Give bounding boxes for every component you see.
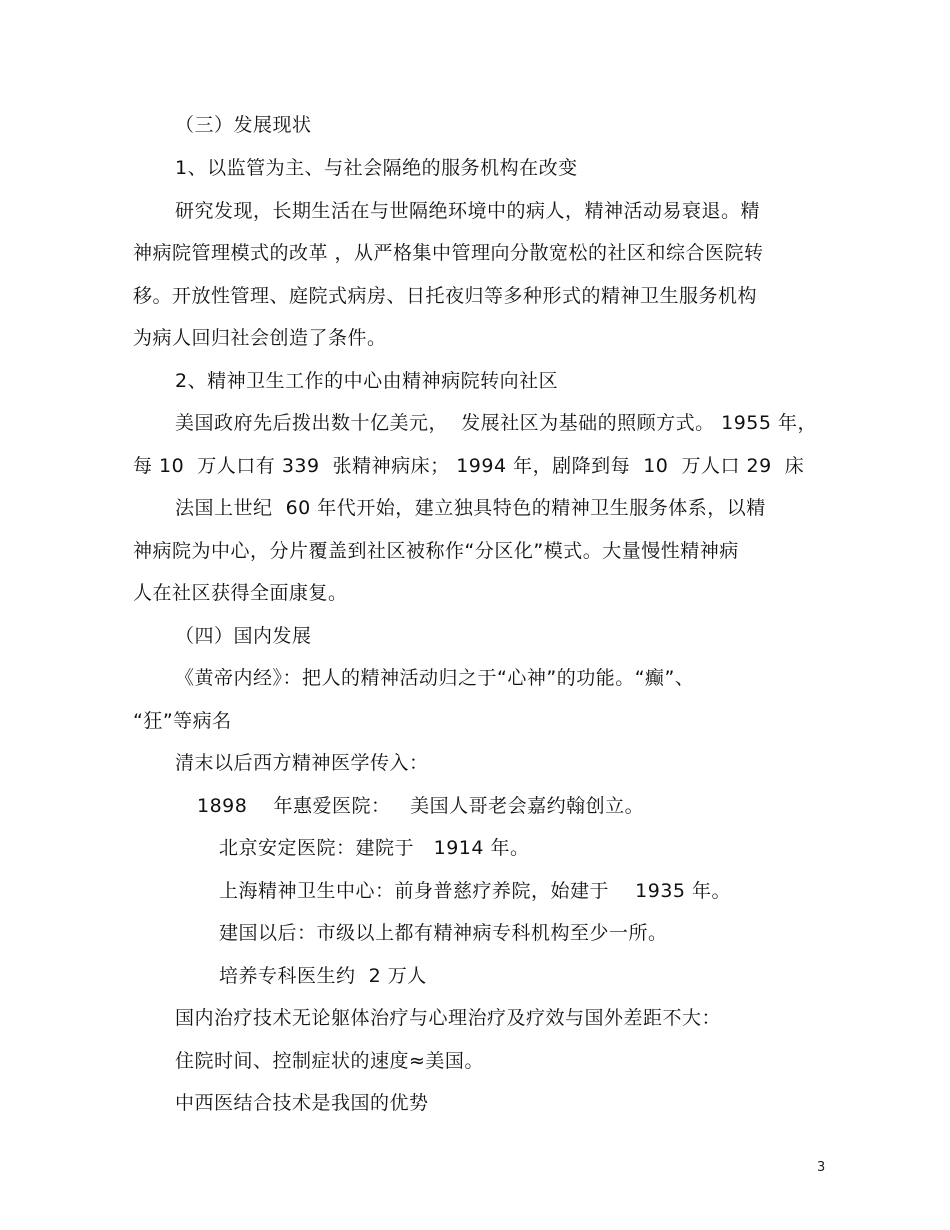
paragraph-line: 住院时间、控制症状的速度≈美国。 [175,1050,484,1072]
subheading-1: 1、以监管为主、与社会隔绝的服务机构在改变 [175,157,578,179]
paragraph-line: 中西医结合技术是我国的优势 [175,1092,429,1114]
paragraph-line: 《黄帝内经》：把人的精神活动归之于“心神”的功能。“癫”、 [175,667,695,689]
paragraph-line: 每 10 万人口有 339 张精神病床； 1994 年，剧降到每 10 万人口 29 床 [133,455,805,477]
paragraph-line: 神病院为中心，分片覆盖到社区被称作“分区化”模式。大量慢性精神病 [133,540,739,562]
subheading-2: 2、精神卫生工作的中心由精神病院转向社区 [175,370,559,392]
paragraph-line: “狂”等病名 [133,710,232,732]
paragraph-line: 神病院管理模式的改革 ，从严格集中管理向分散宽松的社区和综合医院转 [133,242,764,264]
list-item: 培养专科医生约 2 万人 [219,965,427,987]
paragraph-line: 法国上世纪 60 年代开始，建立独具特色的精神卫生服务体系，以精 [175,497,766,519]
list-item: 1898 年惠爱医院： 美国人哥老会嘉约翰创立。 [197,795,645,817]
section-heading-4: （四）国内发展 [175,625,312,647]
list-item: 上海精神卫生中心：前身普慈疗养院，始建于 1935 年。 [219,880,732,902]
paragraph-line: 移。开放性管理、庭院式病房、日托夜归等多种形式的精神卫生服务机构 [133,285,758,307]
paragraph-line: 人在社区获得全面康复。 [133,582,348,604]
list-item: 建国以后：市级以上都有精神病专科机构至少一所。 [219,922,668,944]
paragraph-line: 研究发现，长期生活在与世隔绝环境中的病人，精神活动易衰退。精 [175,200,761,222]
paragraph-line: 清末以后西方精神医学传入： [175,752,429,774]
section-heading-3: （三）发展现状 [175,114,312,136]
page-number: 3 [817,1160,826,1175]
paragraph-line: 国内治疗技术无论躯体治疗与心理治疗及疗效与国外差距不大： [175,1007,722,1029]
paragraph-line: 美国政府先后拨出数十亿美元， 发展社区为基础的照顾方式。 1955 年， [175,412,818,434]
paragraph-line: 为病人回归社会创造了条件。 [133,327,387,349]
list-item: 北京安定医院：建院于 1914 年。 [219,837,530,859]
